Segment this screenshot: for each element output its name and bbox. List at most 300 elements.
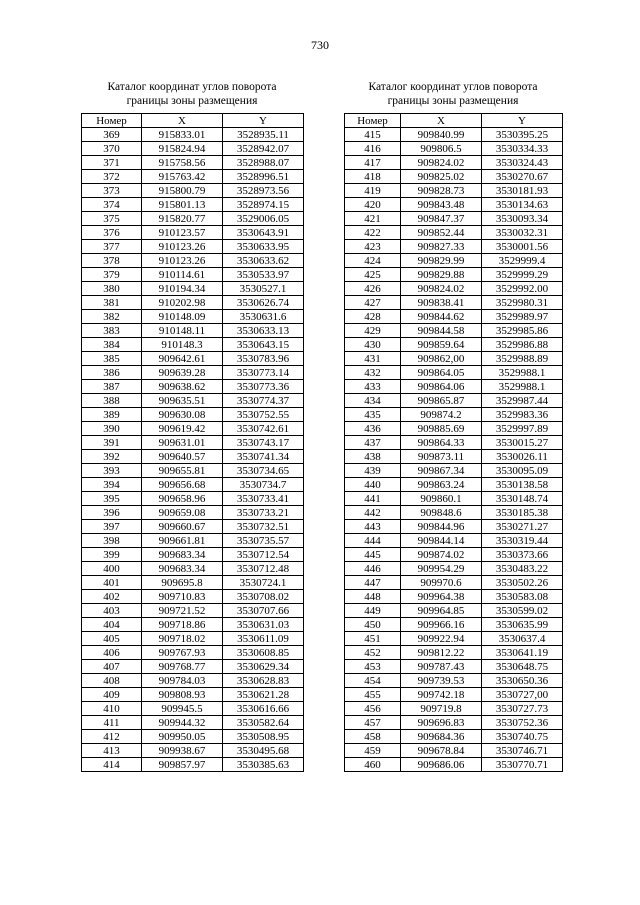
table-row bbox=[82, 282, 304, 296]
number-cell: 402 bbox=[82, 590, 142, 604]
number-cell: 407 bbox=[82, 660, 142, 674]
number-cell: 446 bbox=[345, 562, 401, 576]
x-cell: 909864.05 bbox=[401, 366, 482, 380]
number-cell: 459 bbox=[345, 744, 401, 758]
x-cell: 909843.48 bbox=[401, 198, 482, 212]
number-cell: 408 bbox=[82, 674, 142, 688]
table-row bbox=[345, 702, 563, 716]
x-cell: 909658.96 bbox=[142, 492, 223, 506]
table-row bbox=[82, 688, 304, 702]
x-cell: 910114.61 bbox=[142, 268, 223, 282]
table-row bbox=[82, 198, 304, 212]
x-cell: 909859.64 bbox=[401, 338, 482, 352]
table-row bbox=[345, 562, 563, 576]
number-cell: 374 bbox=[82, 198, 142, 212]
table-row bbox=[345, 282, 563, 296]
table-row bbox=[345, 366, 563, 380]
number-cell: 454 bbox=[345, 674, 401, 688]
number-cell: 429 bbox=[345, 324, 401, 338]
number-cell: 395 bbox=[82, 492, 142, 506]
right-caption-line2: границы зоны размещения bbox=[387, 95, 519, 107]
x-cell: 910148.3 bbox=[142, 338, 223, 352]
table-row bbox=[82, 590, 304, 604]
table-row bbox=[82, 394, 304, 408]
number-cell: 411 bbox=[82, 716, 142, 730]
number-cell: 414 bbox=[82, 758, 142, 772]
y-cell: 3530621.28 bbox=[223, 688, 304, 702]
x-cell: 909847.37 bbox=[401, 212, 482, 226]
number-cell: 424 bbox=[345, 254, 401, 268]
table-row bbox=[345, 310, 563, 324]
table-row bbox=[82, 618, 304, 632]
y-cell: 3530733.41 bbox=[223, 492, 304, 506]
table-row bbox=[345, 604, 563, 618]
x-cell: 909808.93 bbox=[142, 688, 223, 702]
table-row bbox=[345, 646, 563, 660]
y-cell: 3529987.44 bbox=[482, 394, 563, 408]
x-cell: 909619.42 bbox=[142, 422, 223, 436]
x-cell: 909824.02 bbox=[401, 156, 482, 170]
x-cell: 909659.08 bbox=[142, 506, 223, 520]
x-cell: 909874.2 bbox=[401, 408, 482, 422]
x-cell: 909966.16 bbox=[401, 618, 482, 632]
x-cell: 909857.97 bbox=[142, 758, 223, 772]
number-cell: 403 bbox=[82, 604, 142, 618]
number-cell: 421 bbox=[345, 212, 401, 226]
y-cell: 3528935.11 bbox=[223, 128, 304, 142]
number-cell: 394 bbox=[82, 478, 142, 492]
number-cell: 458 bbox=[345, 730, 401, 744]
number-cell: 443 bbox=[345, 520, 401, 534]
table-row bbox=[82, 352, 304, 366]
table-row bbox=[82, 380, 304, 394]
number-cell: 430 bbox=[345, 338, 401, 352]
x-cell: 909873.11 bbox=[401, 450, 482, 464]
table-row bbox=[82, 506, 304, 520]
table-row bbox=[82, 408, 304, 422]
number-cell: 371 bbox=[82, 156, 142, 170]
table-row bbox=[345, 758, 563, 772]
x-cell: 909865.87 bbox=[401, 394, 482, 408]
y-cell: 3530707.66 bbox=[223, 604, 304, 618]
table-row bbox=[82, 632, 304, 646]
table-row bbox=[82, 548, 304, 562]
y-cell: 3530334.33 bbox=[482, 142, 563, 156]
y-cell: 3530093.34 bbox=[482, 212, 563, 226]
y-cell: 3530734.65 bbox=[223, 464, 304, 478]
table-row bbox=[82, 562, 304, 576]
number-cell: 455 bbox=[345, 688, 401, 702]
table-row bbox=[82, 464, 304, 478]
y-cell: 3530643.91 bbox=[223, 226, 304, 240]
table-row bbox=[82, 240, 304, 254]
y-cell: 3530732.51 bbox=[223, 520, 304, 534]
x-cell: 909852.44 bbox=[401, 226, 482, 240]
number-cell: 441 bbox=[345, 492, 401, 506]
y-cell: 3530319.44 bbox=[482, 534, 563, 548]
x-cell: 909768.77 bbox=[142, 660, 223, 674]
number-cell: 383 bbox=[82, 324, 142, 338]
table-row bbox=[345, 450, 563, 464]
y-cell: 3530629.34 bbox=[223, 660, 304, 674]
left-coordinates-table bbox=[81, 113, 304, 772]
left-coordinates-block bbox=[81, 80, 303, 772]
right-table-header-row bbox=[345, 114, 563, 128]
number-cell: 380 bbox=[82, 282, 142, 296]
table-row bbox=[82, 534, 304, 548]
x-cell: 909660.67 bbox=[142, 520, 223, 534]
x-cell: 909964.38 bbox=[401, 590, 482, 604]
y-cell: 3530148.74 bbox=[482, 492, 563, 506]
y-cell: 3530502.26 bbox=[482, 576, 563, 590]
number-cell: 452 bbox=[345, 646, 401, 660]
number-cell: 438 bbox=[345, 450, 401, 464]
x-cell: 909655.81 bbox=[142, 464, 223, 478]
number-cell: 381 bbox=[82, 296, 142, 310]
y-cell: 3530616.66 bbox=[223, 702, 304, 716]
number-cell: 401 bbox=[82, 576, 142, 590]
right-table-body bbox=[345, 128, 563, 772]
right-coordinates-block bbox=[344, 80, 562, 772]
number-cell: 437 bbox=[345, 436, 401, 450]
y-cell: 3530648.75 bbox=[482, 660, 563, 674]
x-cell: 909742.18 bbox=[401, 688, 482, 702]
number-cell: 439 bbox=[345, 464, 401, 478]
y-cell: 3530743.17 bbox=[223, 436, 304, 450]
number-cell: 376 bbox=[82, 226, 142, 240]
y-cell: 3530724.1 bbox=[223, 576, 304, 590]
y-cell: 3530733.21 bbox=[223, 506, 304, 520]
table-row bbox=[82, 478, 304, 492]
y-cell: 3530742.61 bbox=[223, 422, 304, 436]
table-row bbox=[82, 296, 304, 310]
x-cell: 909718.86 bbox=[142, 618, 223, 632]
table-row bbox=[345, 506, 563, 520]
number-cell: 387 bbox=[82, 380, 142, 394]
y-cell: 3530583.08 bbox=[482, 590, 563, 604]
y-cell: 3530181.93 bbox=[482, 184, 563, 198]
number-cell: 393 bbox=[82, 464, 142, 478]
y-cell: 3530727.73 bbox=[482, 702, 563, 716]
x-cell: 910123.57 bbox=[142, 226, 223, 240]
x-cell: 909867.34 bbox=[401, 464, 482, 478]
x-cell: 909970.6 bbox=[401, 576, 482, 590]
table-row bbox=[345, 142, 563, 156]
table-row bbox=[345, 632, 563, 646]
x-cell: 909864.33 bbox=[401, 436, 482, 450]
table-row bbox=[82, 450, 304, 464]
table-row bbox=[345, 618, 563, 632]
y-cell: 3530773.36 bbox=[223, 380, 304, 394]
x-cell: 909695.8 bbox=[142, 576, 223, 590]
number-cell: 372 bbox=[82, 170, 142, 184]
x-cell: 915833.01 bbox=[142, 128, 223, 142]
number-cell: 384 bbox=[82, 338, 142, 352]
y-cell: 3529983.36 bbox=[482, 408, 563, 422]
number-cell: 410 bbox=[82, 702, 142, 716]
y-cell: 3530783.96 bbox=[223, 352, 304, 366]
number-cell: 386 bbox=[82, 366, 142, 380]
y-cell: 3530134.63 bbox=[482, 198, 563, 212]
y-cell: 3530633.95 bbox=[223, 240, 304, 254]
table-row bbox=[82, 254, 304, 268]
number-cell: 436 bbox=[345, 422, 401, 436]
table-row bbox=[345, 534, 563, 548]
right-table-caption bbox=[344, 80, 562, 108]
y-cell: 3530631.03 bbox=[223, 618, 304, 632]
x-cell: 909661.81 bbox=[142, 534, 223, 548]
y-cell: 3530708.02 bbox=[223, 590, 304, 604]
number-cell: 391 bbox=[82, 436, 142, 450]
table-row bbox=[345, 240, 563, 254]
table-row bbox=[82, 576, 304, 590]
table-row bbox=[345, 212, 563, 226]
table-row bbox=[345, 744, 563, 758]
table-row bbox=[82, 366, 304, 380]
left-table-body bbox=[82, 128, 304, 772]
number-cell: 375 bbox=[82, 212, 142, 226]
number-cell: 390 bbox=[82, 422, 142, 436]
x-cell: 909812.22 bbox=[401, 646, 482, 660]
x-cell: 915820.77 bbox=[142, 212, 223, 226]
x-cell: 909844.96 bbox=[401, 520, 482, 534]
x-cell: 909721.52 bbox=[142, 604, 223, 618]
table-row bbox=[345, 716, 563, 730]
x-cell: 909718.02 bbox=[142, 632, 223, 646]
number-cell: 397 bbox=[82, 520, 142, 534]
y-cell: 3530026.11 bbox=[482, 450, 563, 464]
x-cell: 910202.98 bbox=[142, 296, 223, 310]
number-cell: 435 bbox=[345, 408, 401, 422]
table-row bbox=[345, 660, 563, 674]
x-cell: 909684.36 bbox=[401, 730, 482, 744]
y-cell: 3529985.86 bbox=[482, 324, 563, 338]
number-cell: 431 bbox=[345, 352, 401, 366]
number-cell: 432 bbox=[345, 366, 401, 380]
number-cell: 405 bbox=[82, 632, 142, 646]
table-row bbox=[345, 478, 563, 492]
number-cell: 404 bbox=[82, 618, 142, 632]
table-row bbox=[82, 492, 304, 506]
number-cell: 406 bbox=[82, 646, 142, 660]
y-cell: 3530712.54 bbox=[223, 548, 304, 562]
y-cell: 3530599.02 bbox=[482, 604, 563, 618]
table-row bbox=[345, 492, 563, 506]
table-row bbox=[345, 674, 563, 688]
table-row bbox=[345, 394, 563, 408]
number-cell: 417 bbox=[345, 156, 401, 170]
x-cell: 909827.33 bbox=[401, 240, 482, 254]
x-cell: 909710.83 bbox=[142, 590, 223, 604]
number-cell: 385 bbox=[82, 352, 142, 366]
y-cell: 3530752.55 bbox=[223, 408, 304, 422]
column-header-y: Y bbox=[223, 114, 304, 128]
number-cell: 369 bbox=[82, 128, 142, 142]
number-cell: 409 bbox=[82, 688, 142, 702]
number-cell: 396 bbox=[82, 506, 142, 520]
y-cell: 3530185.38 bbox=[482, 506, 563, 520]
table-row bbox=[82, 646, 304, 660]
table-row bbox=[82, 324, 304, 338]
y-cell: 3530395.25 bbox=[482, 128, 563, 142]
y-cell: 3530741.34 bbox=[223, 450, 304, 464]
x-cell: 910148.11 bbox=[142, 324, 223, 338]
x-cell: 909922.94 bbox=[401, 632, 482, 646]
table-row bbox=[345, 408, 563, 422]
x-cell: 909787.43 bbox=[401, 660, 482, 674]
x-cell: 909862,00 bbox=[401, 352, 482, 366]
y-cell: 3530727,00 bbox=[482, 688, 563, 702]
x-cell: 909638.62 bbox=[142, 380, 223, 394]
x-cell: 909844.62 bbox=[401, 310, 482, 324]
number-cell: 425 bbox=[345, 268, 401, 282]
x-cell: 909863.24 bbox=[401, 478, 482, 492]
number-cell: 423 bbox=[345, 240, 401, 254]
number-cell: 442 bbox=[345, 506, 401, 520]
table-row bbox=[345, 422, 563, 436]
y-cell: 3529988.89 bbox=[482, 352, 563, 366]
table-row bbox=[82, 142, 304, 156]
left-caption-line1: Каталог координат углов поворота bbox=[107, 81, 277, 93]
x-cell: 909683.34 bbox=[142, 562, 223, 576]
x-cell: 909844.14 bbox=[401, 534, 482, 548]
table-row bbox=[82, 170, 304, 184]
x-cell: 909964.85 bbox=[401, 604, 482, 618]
number-cell: 412 bbox=[82, 730, 142, 744]
x-cell: 909954.29 bbox=[401, 562, 482, 576]
y-cell: 3530631.6 bbox=[223, 310, 304, 324]
y-cell: 3530373.66 bbox=[482, 548, 563, 562]
x-cell: 909631.01 bbox=[142, 436, 223, 450]
table-row bbox=[345, 730, 563, 744]
x-cell: 915824.94 bbox=[142, 142, 223, 156]
table-row bbox=[82, 674, 304, 688]
table-row bbox=[345, 128, 563, 142]
table-row bbox=[82, 212, 304, 226]
left-table-header-row bbox=[82, 114, 304, 128]
x-cell: 909848.6 bbox=[401, 506, 482, 520]
table-row bbox=[82, 226, 304, 240]
number-cell: 378 bbox=[82, 254, 142, 268]
y-cell: 3530483.22 bbox=[482, 562, 563, 576]
number-cell: 445 bbox=[345, 548, 401, 562]
table-row bbox=[82, 436, 304, 450]
table-row bbox=[345, 590, 563, 604]
right-caption-line1: Каталог координат углов поворота bbox=[368, 81, 538, 93]
number-cell: 373 bbox=[82, 184, 142, 198]
y-cell: 3530628.83 bbox=[223, 674, 304, 688]
table-row bbox=[82, 520, 304, 534]
y-cell: 3530641.19 bbox=[482, 646, 563, 660]
x-cell: 909829.88 bbox=[401, 268, 482, 282]
x-cell: 909639.28 bbox=[142, 366, 223, 380]
x-cell: 909739.53 bbox=[401, 674, 482, 688]
x-cell: 915800.79 bbox=[142, 184, 223, 198]
number-cell: 415 bbox=[345, 128, 401, 142]
y-cell: 3529988.1 bbox=[482, 366, 563, 380]
table-row bbox=[82, 156, 304, 170]
column-header-number: Номер bbox=[345, 114, 401, 128]
number-cell: 449 bbox=[345, 604, 401, 618]
number-cell: 451 bbox=[345, 632, 401, 646]
number-cell: 392 bbox=[82, 450, 142, 464]
number-cell: 422 bbox=[345, 226, 401, 240]
x-cell: 909944.32 bbox=[142, 716, 223, 730]
x-cell: 909945.5 bbox=[142, 702, 223, 716]
y-cell: 3529989.97 bbox=[482, 310, 563, 324]
table-row bbox=[82, 716, 304, 730]
table-row bbox=[82, 338, 304, 352]
y-cell: 3529980.31 bbox=[482, 296, 563, 310]
y-cell: 3530138.58 bbox=[482, 478, 563, 492]
x-cell: 910148.09 bbox=[142, 310, 223, 324]
number-cell: 450 bbox=[345, 618, 401, 632]
number-cell: 453 bbox=[345, 660, 401, 674]
y-cell: 3528996.51 bbox=[223, 170, 304, 184]
number-cell: 399 bbox=[82, 548, 142, 562]
number-cell: 389 bbox=[82, 408, 142, 422]
y-cell: 3530643.15 bbox=[223, 338, 304, 352]
number-cell: 448 bbox=[345, 590, 401, 604]
y-cell: 3530582.64 bbox=[223, 716, 304, 730]
right-coordinates-table bbox=[344, 113, 563, 772]
table-row bbox=[345, 464, 563, 478]
y-cell: 3530533.97 bbox=[223, 268, 304, 282]
y-cell: 3530508.95 bbox=[223, 730, 304, 744]
number-cell: 434 bbox=[345, 394, 401, 408]
table-row bbox=[345, 184, 563, 198]
x-cell: 909696.83 bbox=[401, 716, 482, 730]
x-cell: 909829.99 bbox=[401, 254, 482, 268]
table-row bbox=[345, 226, 563, 240]
table-row bbox=[345, 548, 563, 562]
y-cell: 3530626.74 bbox=[223, 296, 304, 310]
number-cell: 457 bbox=[345, 716, 401, 730]
table-row bbox=[82, 702, 304, 716]
y-cell: 3528988.07 bbox=[223, 156, 304, 170]
y-cell: 3530734.7 bbox=[223, 478, 304, 492]
column-header-x: X bbox=[142, 114, 223, 128]
y-cell: 3529992.00 bbox=[482, 282, 563, 296]
x-cell: 909683.34 bbox=[142, 548, 223, 562]
x-cell: 909635.51 bbox=[142, 394, 223, 408]
y-cell: 3530650.36 bbox=[482, 674, 563, 688]
y-cell: 3530770.71 bbox=[482, 758, 563, 772]
x-cell: 909640.57 bbox=[142, 450, 223, 464]
y-cell: 3530608.85 bbox=[223, 646, 304, 660]
number-cell: 427 bbox=[345, 296, 401, 310]
table-row bbox=[82, 310, 304, 324]
y-cell: 3529997.89 bbox=[482, 422, 563, 436]
table-row bbox=[82, 744, 304, 758]
y-cell: 3530635.99 bbox=[482, 618, 563, 632]
number-cell: 460 bbox=[345, 758, 401, 772]
number-cell: 444 bbox=[345, 534, 401, 548]
x-cell: 909719.8 bbox=[401, 702, 482, 716]
number-cell: 428 bbox=[345, 310, 401, 324]
x-cell: 909825.02 bbox=[401, 170, 482, 184]
x-cell: 909824.02 bbox=[401, 282, 482, 296]
x-cell: 909844.58 bbox=[401, 324, 482, 338]
number-cell: 440 bbox=[345, 478, 401, 492]
x-cell: 909885.69 bbox=[401, 422, 482, 436]
y-cell: 3529988.1 bbox=[482, 380, 563, 394]
table-row bbox=[345, 436, 563, 450]
number-cell: 456 bbox=[345, 702, 401, 716]
number-cell: 420 bbox=[345, 198, 401, 212]
y-cell: 3530095.09 bbox=[482, 464, 563, 478]
table-row bbox=[82, 758, 304, 772]
